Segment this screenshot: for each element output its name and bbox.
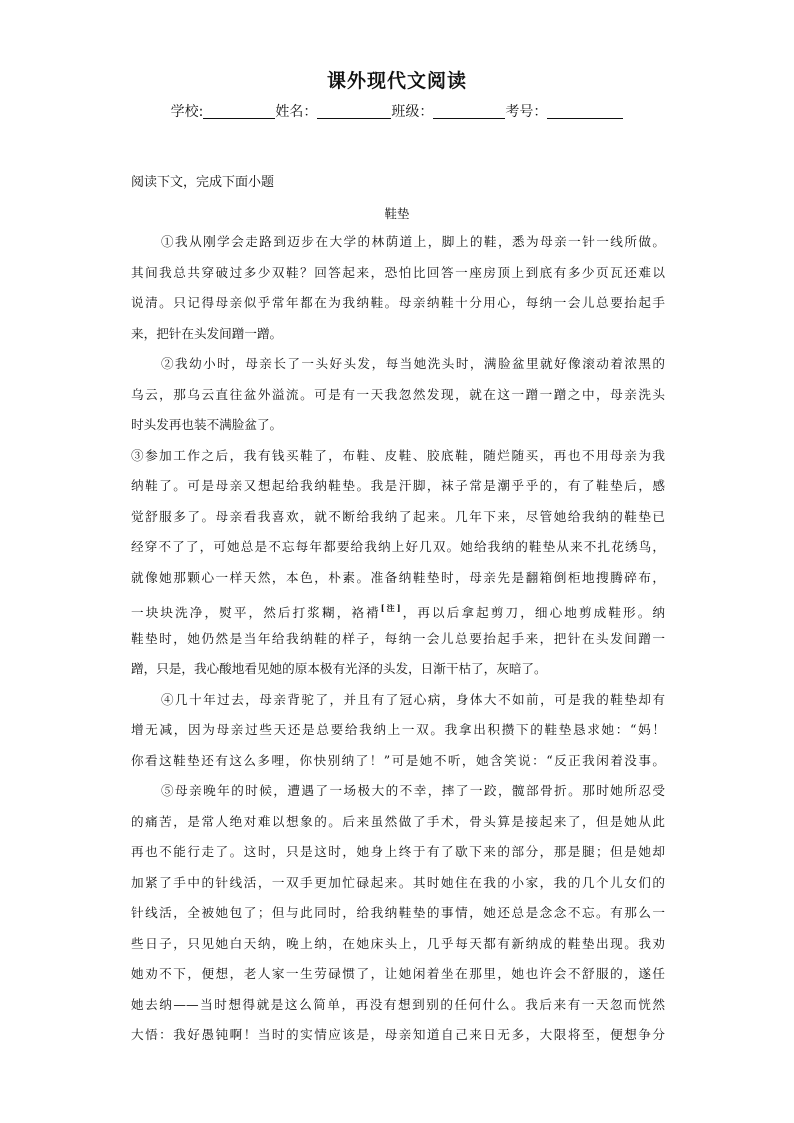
page-title: 课外现代文阅读 (326, 70, 467, 92)
passage-line: ④几十年过去，母亲背驼了，并且有了冠心病，身体大不如前，可是我的鞋垫却有 (161, 691, 665, 707)
student-info-row (0, 101, 794, 121)
passage-line: 针线活，全被她包了；但与此同时，给我纳鞋垫的事情，她还总是念念不忘。有那么一 (131, 905, 665, 920)
name-blank[interactable] (317, 104, 391, 119)
passage-line: 经穿不了了，可她总是不忘每年都要给我纳上好几双。她给我纳的鞋垫从来不扎花绣鸟， (131, 539, 665, 554)
passage-line: ③参加工作之后，我有钱买鞋了，布鞋、皮鞋、胶底鞋，随烂随买，再也不用母亲为我 (131, 447, 665, 463)
passage-line: 大悟：我好愚钝啊！当时的实情应该是，母亲知道自己来日无多，大限将至，便想争分 (131, 1027, 665, 1042)
class-label: 班级： (391, 104, 434, 120)
passage-line: 加紧了手中的针线活，一双手更加忙碌起来。其时她住在我的小家，我的几个儿女们的 (131, 874, 665, 890)
passage-line-part: ，再以后拿起剪刀，细心地剪成鞋形。纳 (400, 605, 665, 620)
passage-line-part: 一块块洗净，熨平，然后打浆糊，袼褙 (131, 605, 381, 620)
passage-line: ②我幼小时，母亲长了一头好头发，每当她洗头时，满脸盆里就好像滚动着浓黑的 (161, 356, 665, 371)
passage-line: 鞋垫时，她仍然是当年给我纳鞋的样子，每纳一会儿总要抬起手来，把针在头发间蹭一 (131, 630, 665, 646)
footnote-marker[interactable]: [注] (380, 603, 401, 613)
passage-line: 蹭，只是，我心酸地看见她的原本极有光泽的头发，日渐干枯了，灰暗了。 (131, 661, 547, 676)
passage-line: 乌云，那乌云直往盆外溢流。可是有一天我忽然发现，就在这一蹭一蹭之中，母亲洗头 (131, 386, 665, 402)
school-label: 学校: (170, 104, 204, 120)
passage-line: 觉舒服多了。母亲看我喜欢，就不断给我纳了起来。几年下来，尽管她给我纳的鞋垫已 (131, 508, 665, 524)
passage-line: 你看这鞋垫还有这么多哩，你快别纳了！”可是她不听，她含笑说：“反正我闲着没事。 (131, 752, 665, 768)
passage-line: 再也不能行走了。这时，只是这时，她身上终于有了歇下来的部分，那是腿；但是她却 (131, 844, 665, 859)
school-blank[interactable] (203, 104, 275, 119)
passage-line: 时头发再也装不满脸盆了。 (131, 417, 283, 432)
passage-line: 她去纳——当时想得就是这么简单，再没有想到别的任何什么。我后来有一天忽而恍然 (131, 996, 665, 1012)
passage-line: 其间我总共穿破过多少双鞋？回答起来，恐怕比回答一座房顶上到底有多少页瓦还难以 (131, 264, 665, 280)
name-label: 姓名： (275, 104, 318, 120)
reading-instruction: 阅读下文，完成下面小题 (131, 175, 275, 190)
passage-line: 说清。只记得母亲似乎常年都在为我纳鞋。母亲纳鞋十分用心，每纳一会儿总要抬起手 (131, 295, 665, 310)
passage-line: 就像她那颗心一样天然，本色，朴素。准备纳鞋垫时，母亲先是翻箱倒柜地搜腾碎布， (131, 569, 665, 585)
passage-line: 纳鞋了。可是母亲又想起给我纳鞋垫。我是汗脚，袜子常是潮乎乎的，有了鞋垫后，感 (131, 478, 665, 493)
number-blank[interactable] (547, 104, 623, 119)
passage-line: 她劝不下，便想，老人家一生劳碌惯了，让她闲着坐在那里，她也许会不舒服的，遂任 (131, 966, 665, 981)
passage-line: 来，把针在头发间蹭一蹭。 (131, 325, 283, 341)
passage-line: ①我从刚学会走路到迈步在大学的林荫道上，脚上的鞋，悉为母亲一针一线所做。 (161, 234, 665, 249)
passage-title: 鞋垫 (384, 206, 410, 221)
passage-line-with-note (131, 599, 665, 630)
passage-line: 增无减，因为母亲过些天还是总要给我纳上一双。我拿出积攒下的鞋垫恳求她：“妈！ (131, 722, 665, 737)
class-blank[interactable] (433, 104, 505, 119)
number-label: 考号： (505, 104, 548, 120)
passage-line: 些日子，只见她白天纳，晚上纳，在她床头上，几乎每天都有新纳成的鞋垫出现。我劝 (131, 935, 665, 951)
passage-body (131, 233, 665, 1057)
passage-line: 的痛苦，是常人绝对难以想象的。后来虽然做了手术，骨头算是接起来了，但是她从此 (131, 813, 665, 829)
passage-line: ⑤母亲晚年的时候，遭遇了一场极大的不幸，摔了一跤，髋部骨折。那时她所忍受 (161, 783, 665, 798)
